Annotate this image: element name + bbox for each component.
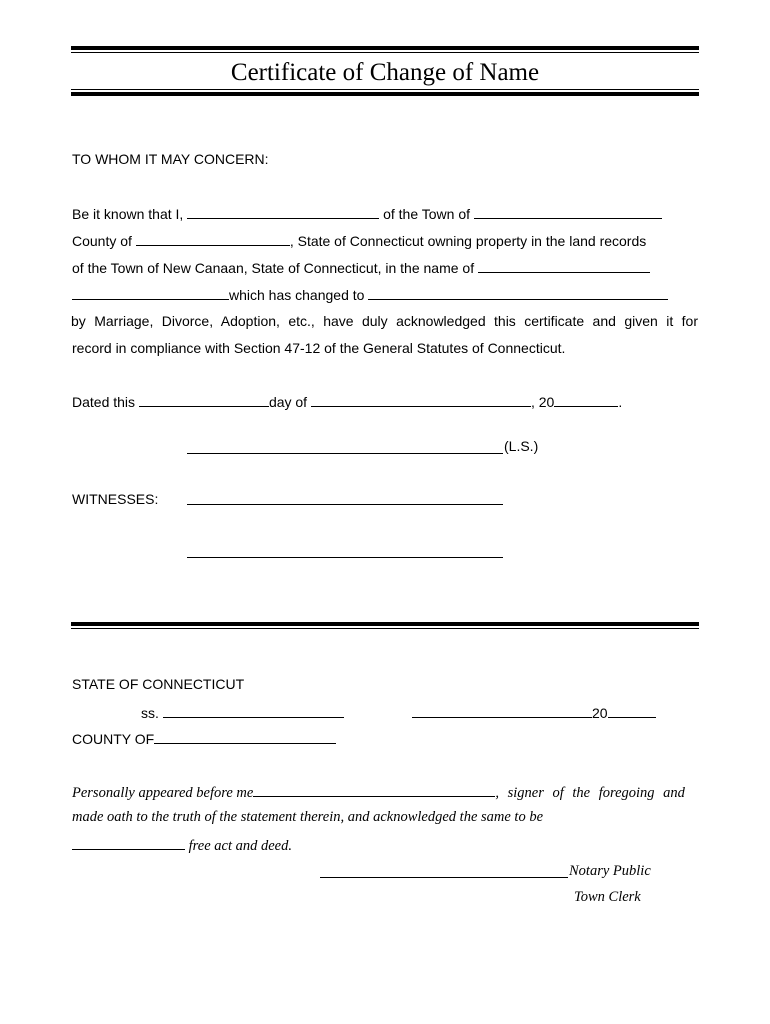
free-act-label: free act and deed. — [188, 838, 292, 854]
county-of-label: County of — [72, 233, 132, 249]
state-connecticut-text: , State of Connecticut owning property in the land records — [289, 233, 647, 249]
title-rule-thin — [71, 89, 699, 90]
changed-to-label: which has changed to — [229, 287, 365, 303]
top-rule-thin — [71, 52, 699, 53]
town-clerk-label: Town Clerk — [574, 889, 641, 905]
document-title: Certificate of Change of Name — [230, 59, 540, 86]
town-field[interactable] — [474, 204, 662, 219]
salutation: TO WHOM IT MAY CONCERN: — [72, 151, 269, 167]
signature-line[interactable] — [187, 453, 503, 454]
dated-line — [72, 392, 622, 411]
signer-of-foregoing-text: , signer of the foregoing and — [495, 785, 685, 801]
name-of-label: of the Town of New Canaan, State of Connecticut, in the name of — [72, 260, 475, 276]
former-name-continued-field[interactable] — [72, 285, 229, 300]
notary-signature-line[interactable] — [320, 877, 568, 878]
day-of-label: day of — [268, 394, 308, 410]
declarant-name-field[interactable] — [187, 204, 379, 219]
signer-name-field[interactable] — [253, 782, 495, 797]
county-field[interactable] — [136, 231, 290, 246]
state-of-connecticut-heading: STATE OF CONNECTICUT — [72, 676, 245, 692]
body-line-3 — [72, 258, 650, 277]
appeared-line — [72, 782, 685, 802]
body-line-4 — [72, 285, 668, 304]
notary-year-field[interactable] — [608, 703, 656, 718]
witness-2-signature-line[interactable] — [187, 557, 503, 558]
new-name-field[interactable] — [368, 285, 668, 300]
title-rule-thick — [71, 92, 699, 96]
dated-this-label: Dated this — [72, 394, 136, 410]
month-field[interactable] — [311, 392, 531, 407]
former-name-field[interactable] — [478, 258, 650, 273]
oath-line: made oath to the truth of the statement therein, and acknowledged the same to be — [72, 809, 544, 825]
day-field[interactable] — [139, 392, 269, 407]
ss-field[interactable] — [163, 703, 344, 718]
town-of-label: of the Town of — [383, 206, 470, 222]
notary-date-field[interactable] — [412, 703, 592, 718]
ls-label: (L.S.) — [504, 438, 539, 454]
notary-public-label: Notary Public — [569, 863, 651, 879]
dated-period: . — [618, 394, 623, 410]
notary-county-field[interactable] — [154, 729, 336, 744]
ss-line — [141, 703, 344, 722]
appeared-before-label: Personally appeared before me — [72, 785, 254, 801]
body-line-2 — [72, 231, 646, 250]
witnesses-label: WITNESSES: — [72, 491, 159, 507]
body-line-6: record in compliance with Section 47-12 of the General Statutes of Connecticut. — [72, 340, 566, 356]
be-it-known-label: Be it known that I, — [72, 206, 184, 222]
notary-year-prefix: 20 — [592, 705, 608, 721]
notary-date-line — [412, 703, 656, 722]
year-field[interactable] — [554, 392, 618, 407]
notary-county-label: COUNTY OF — [72, 731, 155, 747]
ss-label: ss. — [141, 705, 159, 721]
county-of-line — [72, 729, 336, 748]
year-prefix-label: , 20 — [530, 394, 555, 410]
separator-rule-thick — [71, 622, 699, 626]
free-act-line — [72, 835, 292, 855]
top-rule-thick — [71, 46, 699, 50]
pronoun-field[interactable] — [72, 835, 185, 850]
body-line-5: by Marriage, Divorce, Adoption, etc., have duly acknowledged this certificate and given it for — [71, 313, 698, 329]
body-line-1 — [72, 204, 662, 223]
witness-1-signature-line[interactable] — [187, 504, 503, 505]
separator-rule-thin — [71, 628, 699, 629]
